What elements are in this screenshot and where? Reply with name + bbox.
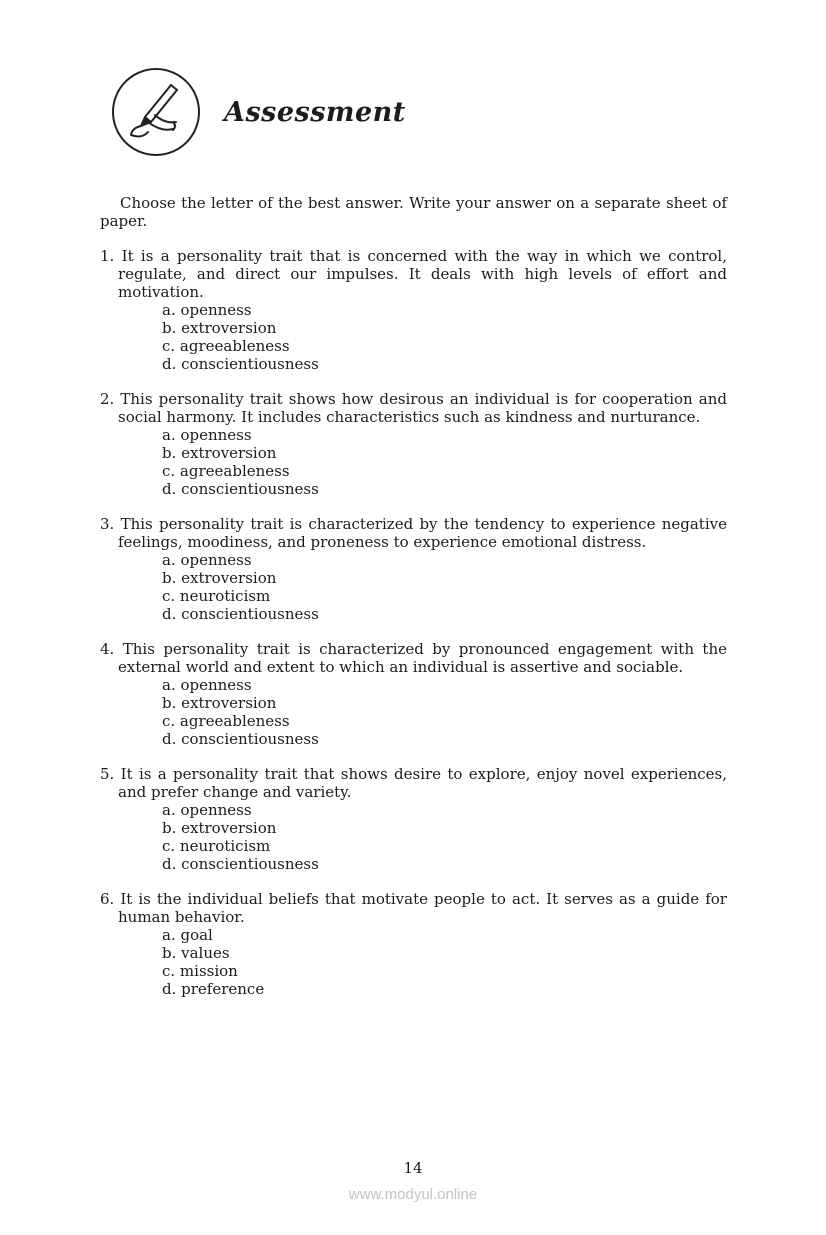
- page-title: Assessment: [224, 96, 406, 128]
- choice-d: d. conscientiousness: [162, 480, 319, 498]
- choice-c: c. agreeableness: [162, 337, 290, 355]
- choice-list: [100, 301, 727, 373]
- choice-b: b. extroversion: [162, 319, 277, 337]
- question-text: [100, 390, 727, 426]
- choice-a: a. openness: [162, 801, 252, 819]
- question-list: [100, 247, 727, 998]
- choice-d: d. conscientiousness: [162, 605, 319, 623]
- question-number: 5.: [100, 765, 115, 783]
- question-4: [100, 640, 727, 748]
- choice-a: a. goal: [162, 926, 213, 944]
- instructions-text: Choose the letter of the best answer. Write your answer on a separate sheet of paper.: [100, 194, 727, 230]
- question-text: [100, 515, 727, 551]
- question-3: [100, 515, 727, 623]
- choice-list: [100, 551, 727, 623]
- choice-b: b. extroversion: [162, 569, 277, 587]
- question-text: [100, 640, 727, 676]
- choice-a: a. openness: [162, 301, 252, 319]
- question-body: It is the individual beliefs that motivate people to act. It serves as a guide for human behavior.: [118, 890, 727, 926]
- page-header: [110, 66, 727, 158]
- writing-hand-icon: [110, 66, 202, 158]
- choice-b: b. extroversion: [162, 694, 277, 712]
- choice-list: [100, 676, 727, 748]
- choice-d: d. preference: [162, 980, 265, 998]
- question-number: 1.: [100, 247, 115, 265]
- question-2: [100, 390, 727, 498]
- question-body: It is a personality trait that shows desire to explore, enjoy novel experiences, and prefer change and variety.: [118, 765, 727, 801]
- watermark-text: www.modyul.online: [348, 1186, 478, 1203]
- choice-list: [100, 926, 727, 998]
- choice-d: d. conscientiousness: [162, 730, 319, 748]
- choice-a: a. openness: [162, 676, 252, 694]
- question-body: This personality trait is characterized by the tendency to experience negative feelings, moodiness, and proneness to experience emotional distress.: [118, 515, 727, 551]
- question-text: [100, 890, 727, 926]
- choice-c: c. agreeableness: [162, 462, 290, 480]
- choice-c: c. neuroticism: [162, 587, 271, 605]
- choice-a: a. openness: [162, 551, 252, 569]
- question-number: 4.: [100, 640, 115, 658]
- question-text: [100, 247, 727, 301]
- question-text: [100, 765, 727, 801]
- choice-c: c. agreeableness: [162, 712, 290, 730]
- choice-a: a. openness: [162, 426, 252, 444]
- choice-list: [100, 426, 727, 498]
- choice-b: b. extroversion: [162, 819, 277, 837]
- question-6: [100, 890, 727, 998]
- choice-b: b. values: [162, 944, 230, 962]
- question-number: 6.: [100, 890, 115, 908]
- choice-c: c. neuroticism: [162, 837, 271, 855]
- question-body: It is a personality trait that is concerned with the way in which we control, regulate, and direct our impulses. It deals with high levels of effort and motivation.: [118, 247, 727, 301]
- choice-list: [100, 801, 727, 873]
- choice-d: d. conscientiousness: [162, 855, 319, 873]
- question-5: [100, 765, 727, 873]
- question-body: This personality trait is characterized by pronounced engagement with the external world and extent to which an individual is assertive and sociable.: [118, 640, 727, 676]
- choice-b: b. extroversion: [162, 444, 277, 462]
- question-body: This personality trait shows how desirous an individual is for cooperation and social harmony. It includes characteristics such as kindness and nurturance.: [118, 390, 727, 426]
- page-number: 14: [403, 1159, 423, 1177]
- choice-d: d. conscientiousness: [162, 355, 319, 373]
- page: [0, 66, 826, 998]
- question-number: 2.: [100, 390, 115, 408]
- question-1: [100, 247, 727, 373]
- question-number: 3.: [100, 515, 115, 533]
- choice-c: c. mission: [162, 962, 238, 980]
